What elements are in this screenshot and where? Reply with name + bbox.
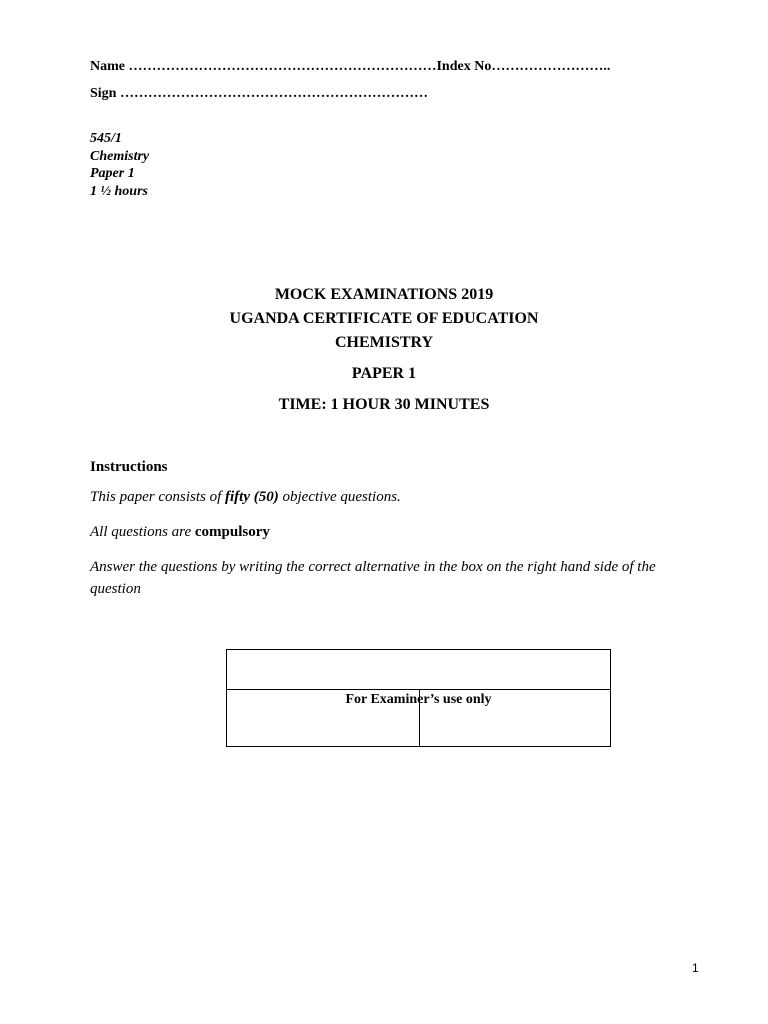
paper-code-block xyxy=(90,130,149,200)
examiner-use-table xyxy=(226,649,611,747)
certificate-title: UGANDA CERTIFICATE OF EDUCATION xyxy=(229,310,539,327)
name-index-line: Name …………………………………………………………Index No…………………….. xyxy=(90,59,611,74)
exam-title: MOCK EXAMINATIONS 2019 xyxy=(274,286,494,303)
subject-title: CHEMISTRY xyxy=(334,334,434,351)
examiner-cell-left xyxy=(227,690,420,747)
instructions-heading: Instructions xyxy=(90,459,168,475)
instruction-1 xyxy=(90,486,700,508)
instruction-2-emphasis: compulsory xyxy=(194,524,270,540)
examiner-cell-right xyxy=(420,690,610,747)
instruction-2 xyxy=(90,521,700,543)
examiner-table-heading: For Examiner’s use only xyxy=(345,692,492,707)
paper-number: Paper 1 xyxy=(90,166,135,181)
paper-title: PAPER 1 xyxy=(351,365,417,382)
instruction-2-prefix: All questions are xyxy=(90,524,195,540)
instruction-1-emphasis: fifty (50) xyxy=(225,489,279,505)
instruction-1-suffix: objective questions. xyxy=(278,489,401,505)
paper-duration: 1 ½ hours xyxy=(90,183,148,199)
paper-subject: Chemistry xyxy=(90,148,150,164)
instruction-3: Answer the questions by writing the correct alternative in the box on the right hand side of the question xyxy=(90,559,656,597)
time-title: TIME: 1 HOUR 30 MINUTES xyxy=(278,396,490,413)
sign-line: Sign ………………………………………………………… xyxy=(90,86,428,101)
instruction-1-prefix: This paper consists of xyxy=(90,489,226,505)
examiner-table-header xyxy=(227,650,610,707)
page-number: 1 xyxy=(692,961,699,975)
paper-code: 545/1 xyxy=(90,131,122,146)
